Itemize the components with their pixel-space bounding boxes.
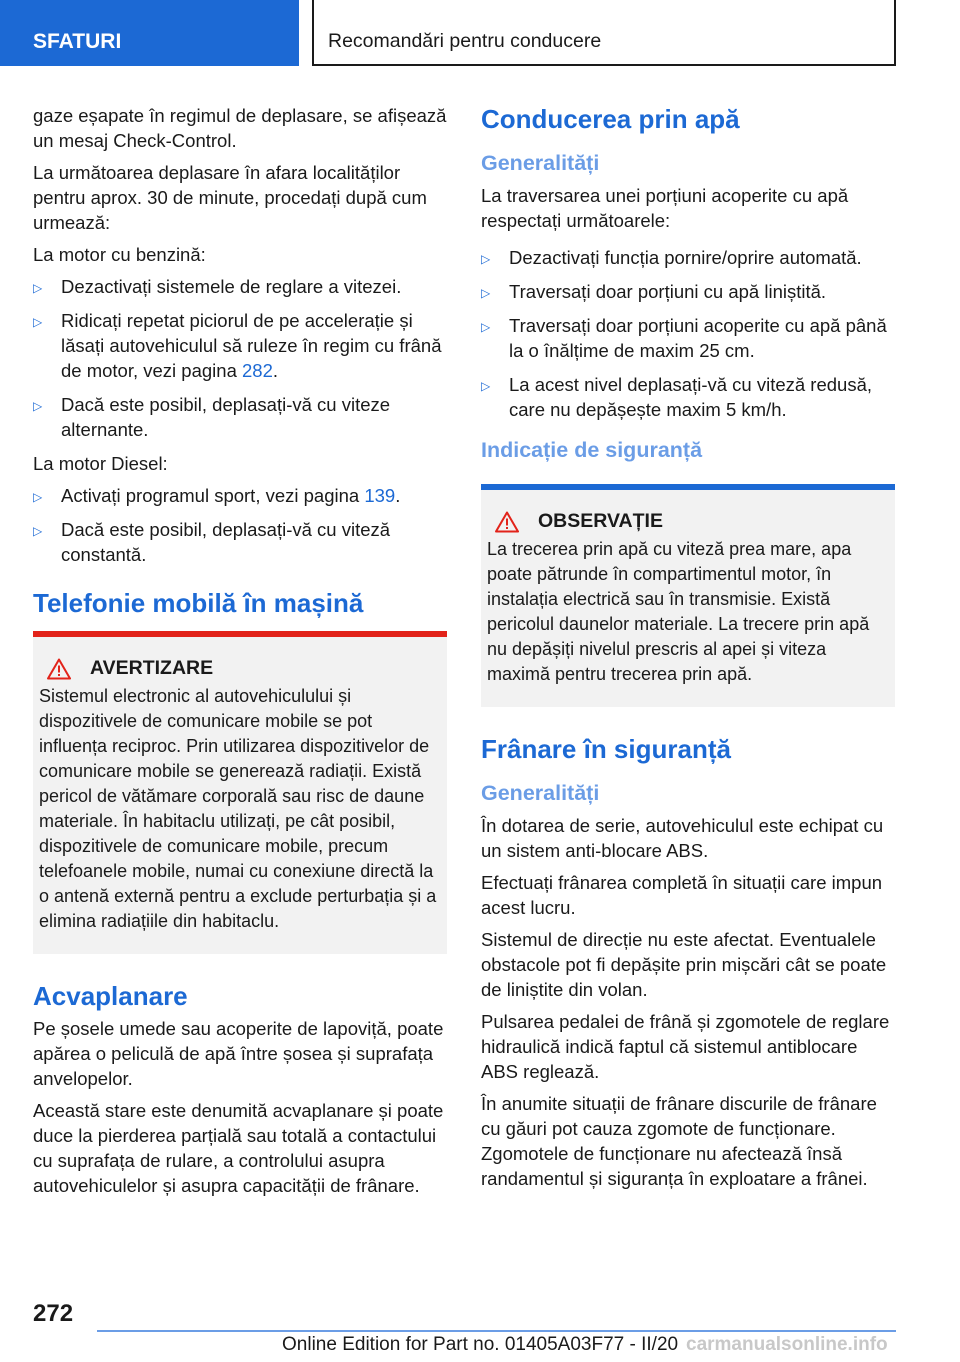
triangle-right-icon: ▷	[33, 399, 43, 413]
warning-triangle-icon	[47, 658, 71, 680]
triangle-right-icon: ▷	[481, 379, 491, 393]
subheading-general: Generalități	[481, 781, 600, 805]
list-item-text: Dacă este posibil, deplasați-vă cu viteză constantă.	[61, 519, 391, 565]
page-link[interactable]: 139	[364, 485, 396, 506]
heading-water-driving: Conducerea prin apă	[481, 104, 740, 134]
warning-title: AVERTIZARE	[90, 657, 214, 679]
list-item-text: Dacă este posibil, deplasați-vă cu viteze alternante.	[61, 394, 391, 440]
paragraph: În anumite situații de frânare discurile de frânare cu găuri pot cauza zgomote de funcționare. Zgomotele de funcționare nu afectează însă randamentul și siguranța în exploatare a frânei.	[481, 1093, 877, 1189]
notice-text: La trecerea prin apă cu viteză prea mare, apa poate pătrunde în compartimentul motor, în instalația electrică sau în transmisie. Există pericolul daunelor materiale. La trecere prin apă nu depășiți nivelul prescris al apei și viteza maximă pentru trecerea prin apă.	[487, 539, 870, 684]
triangle-right-icon: ▷	[33, 281, 43, 295]
chapter-title: Recomandări pentru conducere	[312, 0, 896, 66]
list-item	[481, 279, 895, 304]
section-tab: SFATURI	[0, 0, 299, 66]
triangle-right-icon: ▷	[33, 524, 43, 538]
list-item	[481, 372, 895, 422]
list-item-text: Traversați doar porțiuni cu apă liniștită.	[509, 281, 827, 302]
list-item	[481, 313, 895, 363]
paragraph: Sistemul de direcție nu este afectat. Eventualele obstacole pot fi depășite prin mișcări cât se poate de liniștite din volan.	[481, 929, 887, 1000]
triangle-right-icon: ▷	[481, 320, 491, 334]
heading-safe-braking: Frânare în siguranță	[481, 734, 731, 764]
right-column	[481, 103, 895, 1198]
list-item-text: Ridicați repetat piciorul de pe accelerație și lăsați autovehiculul să ruleze în regim cu frână de motor, vezi pagina	[61, 310, 442, 381]
watermark: carmanualsonline.info	[686, 1334, 888, 1355]
page-header	[0, 0, 960, 66]
list-item-text: La acest nivel deplasați-vă cu viteză redusă, care nu depășește maxim 5 km/h.	[509, 374, 873, 420]
triangle-right-icon: ▷	[481, 286, 491, 300]
edition-text: Online Edition for Part no. 01405A03F77 - II/20	[282, 1334, 679, 1355]
list-item	[33, 308, 447, 383]
list-item	[33, 392, 447, 442]
page-number: 272	[33, 1300, 74, 1327]
list-item-text: Dezactivați sistemele de reglare a vitezei.	[61, 276, 402, 297]
heading-mobile-phones: Telefonie mobilă în mașină	[33, 588, 364, 618]
triangle-right-icon: ▷	[33, 315, 43, 329]
left-column	[33, 103, 447, 1205]
notice-title: OBSERVAȚIE	[538, 510, 663, 532]
petrol-list	[33, 274, 447, 442]
warning-triangle-icon	[495, 511, 519, 533]
page-link[interactable]: 282	[242, 360, 273, 381]
triangle-right-icon: ▷	[33, 490, 43, 504]
paragraph: Pe șosele umede sau acoperite de lapoviță, poate apărea o peliculă de apă între șosea și suprafața anvelopelor.	[33, 1018, 444, 1089]
subheading-safety: Indicație de siguranță	[481, 438, 703, 462]
list-item	[33, 274, 447, 299]
list-item-text: .	[395, 485, 401, 506]
petrol-label: La motor cu benzină:	[33, 244, 206, 265]
list-item-text: Traversați doar porțiuni acoperite cu apă până la o înălțime de maxim 25 cm.	[509, 315, 887, 361]
paragraph: gaze eșapate în regimul de deplasare, se afișează un mesaj Check-Control.	[33, 105, 447, 151]
footer-divider	[97, 1330, 896, 1332]
warning-text: Sistemul electronic al autovehiculului și dispozitivele de comunicare mobile se pot influența reciproc. Prin utilizarea dispozitivelor de comunicare mobile se generează radiații. Există pericol de vătămare corporală sau risc de daune materiale. În habitaclu utilizați, pe cât posibil, dispozitivele de comunicare mobile, precum telefoanele mobile, numai cu conexiune directă la o antenă externă pentru a exclude perturbația și a elimina radiațiile din habitaclu.	[39, 686, 437, 931]
paragraph: Pulsarea pedalei de frână și zgomotele de reglare hidraulică indică faptul că sistemul antiblocare ABS reglează.	[481, 1011, 890, 1082]
subheading-general: Generalități	[481, 151, 600, 175]
list-item-text: Activați programul sport, vezi pagina	[61, 485, 365, 506]
diesel-list	[33, 483, 447, 567]
diesel-label: La motor Diesel:	[33, 453, 168, 474]
list-item-text: Dezactivați funcția pornire/oprire automată.	[509, 247, 862, 268]
paragraph: În dotarea de serie, autovehiculul este echipat cu un sistem anti-blocare ABS.	[481, 815, 884, 861]
paragraph: La următoarea deplasare în afara localităților pentru aprox. 30 de minute, procedați după cum urmează:	[33, 162, 427, 233]
list-item-text: .	[272, 360, 279, 381]
warning-box	[33, 631, 447, 954]
list-item	[33, 483, 447, 508]
list-item	[481, 245, 895, 270]
triangle-right-icon: ▷	[481, 252, 491, 266]
water-list	[481, 245, 895, 422]
heading-aquaplaning: Acvaplanare	[33, 981, 188, 1011]
notice-box	[481, 484, 895, 707]
paragraph: La traversarea unei porțiuni acoperite cu apă respectați următoarele:	[481, 185, 849, 231]
list-item	[33, 517, 447, 567]
paragraph: Această stare este denumită acvaplanare și poate duce la pierderea parțială sau totală a contactului cu suprafața de rulare, a controlului asupra autovehiculelor și asupra capacității de frânare.	[33, 1100, 444, 1196]
paragraph: Efectuați frânarea completă în situații care impun acest lucru.	[481, 872, 883, 918]
